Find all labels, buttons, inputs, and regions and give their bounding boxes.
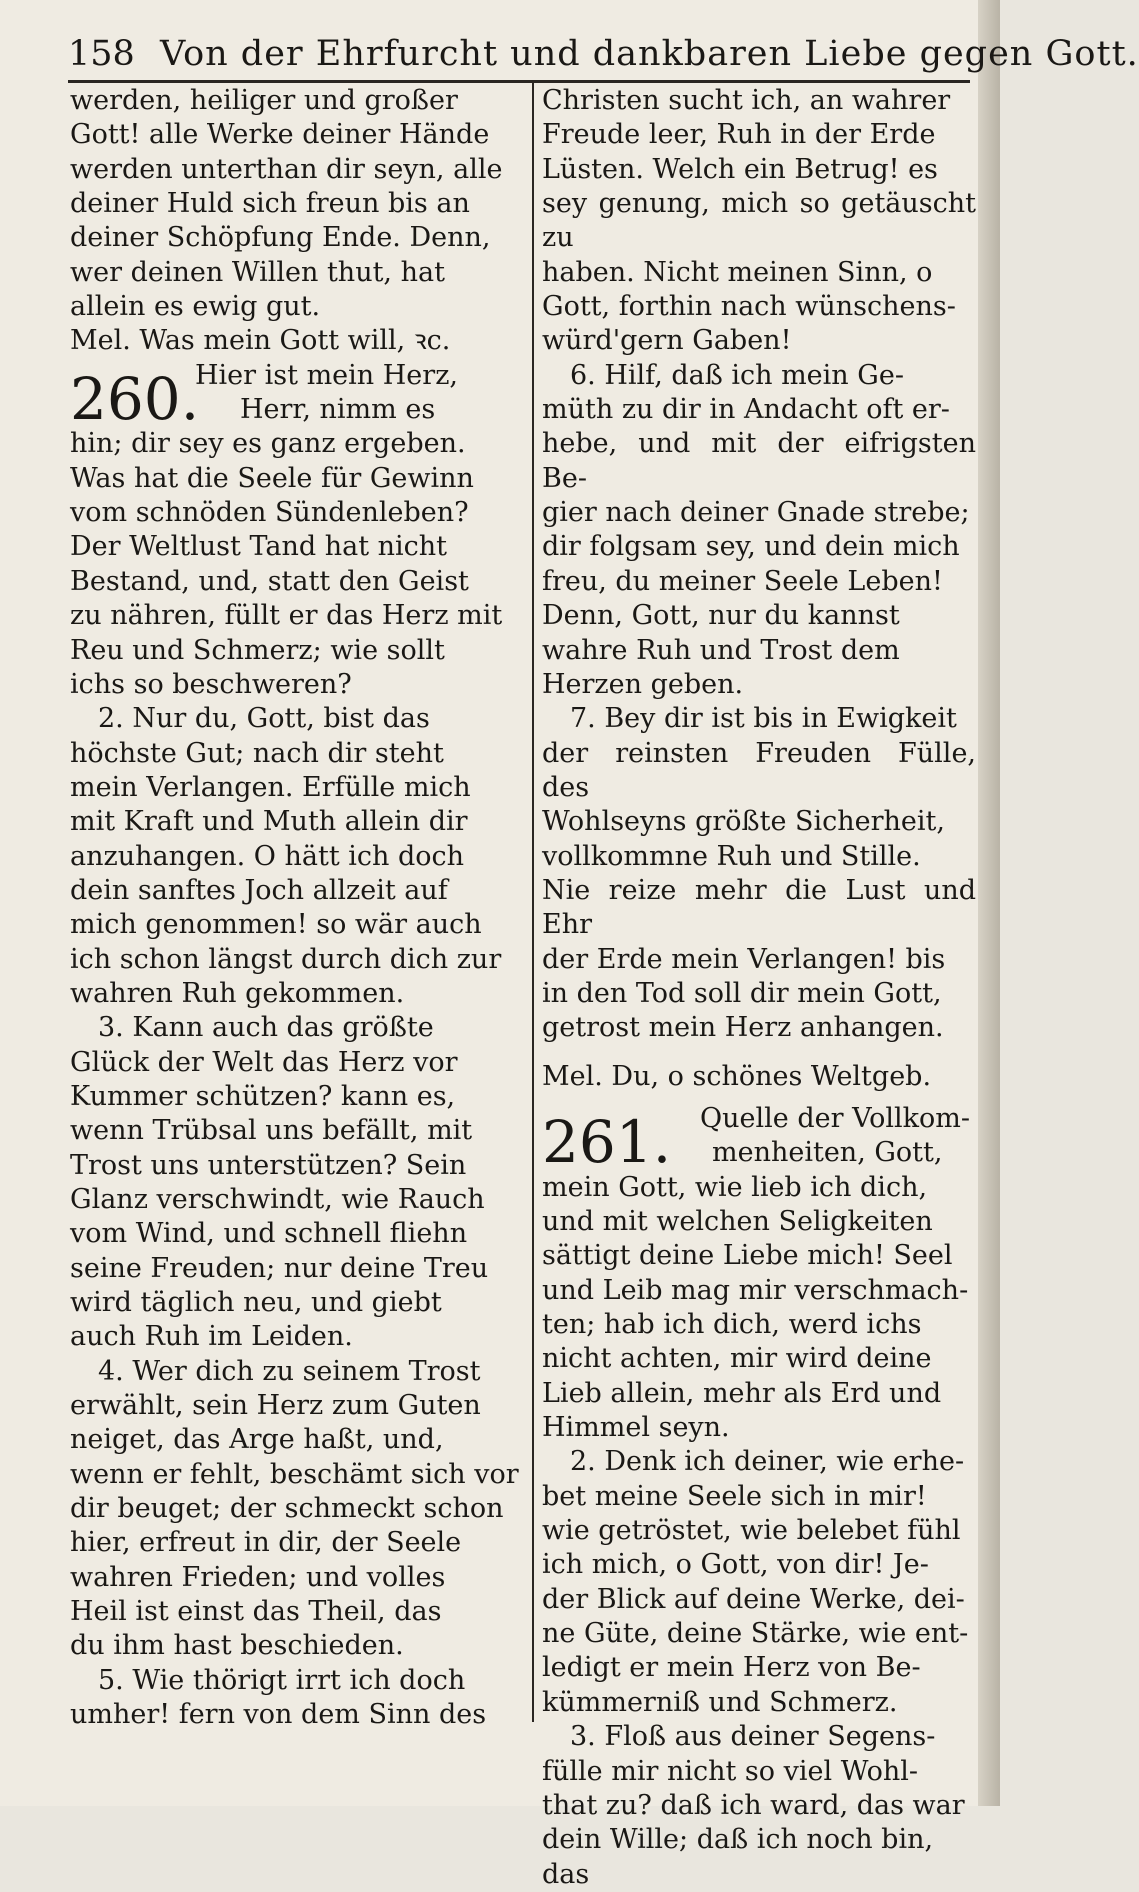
- line: hin; dir sey es ganz ergeben.: [70, 428, 466, 460]
- line: Christen sucht ich, an wahrer: [542, 85, 951, 116]
- melody-line: Mel. Was mein Gott will, ꝛc.: [70, 325, 451, 357]
- line: 2. Denk ich deiner, wie erhe-: [570, 1446, 965, 1478]
- line: dir folgsam sey, und dein mich: [542, 531, 960, 563]
- line: müth zu dir in Andacht oft er-: [542, 394, 950, 426]
- melody-line: Mel. Du, o schönes Weltgeb.: [542, 1060, 932, 1092]
- line: Hier ist mein Herz,: [195, 359, 458, 391]
- line: Himmel seyn.: [542, 1412, 730, 1444]
- line: ich schon längst durch dich zur: [70, 943, 502, 975]
- line: getrost mein Herz anhangen.: [542, 1012, 944, 1044]
- line: 6. Hilf, daß ich mein Ge-: [570, 359, 904, 391]
- line: freu, du meiner Seele Leben!: [542, 565, 943, 597]
- line: du ihm hast beschieden.: [70, 1630, 404, 1662]
- line: Der Weltlust Tand hat nicht: [70, 531, 448, 563]
- line: ichs so beschweren?: [70, 668, 352, 700]
- line: nicht achten, mir wird deine: [542, 1343, 932, 1375]
- line: auch Ruh im Leiden.: [70, 1321, 353, 1353]
- line: würd'gern Gaben!: [542, 325, 792, 357]
- hymn-260: [70, 359, 522, 433]
- line: deiner Schöpfung Ende. Denn,: [70, 222, 491, 254]
- catchword: das: [542, 1858, 590, 1890]
- line: mein Gott, wie lieb ich dich,: [542, 1171, 928, 1203]
- line: wahren Ruh gekommen.: [70, 977, 405, 1009]
- line: Glanz verschwindt, wie Rauch: [70, 1184, 485, 1215]
- verse-6: [542, 359, 976, 702]
- verse-3: [70, 1011, 522, 1354]
- line: mein Verlangen. Erfülle mich: [70, 771, 471, 803]
- line: erwählt, sein Herz zum Guten: [70, 1390, 481, 1422]
- line: ten; hab ich dich, werd ichs: [542, 1309, 922, 1341]
- line: Reu und Schmerz; wie sollt: [70, 634, 445, 666]
- line: haben. Nicht meinen Sinn, o: [542, 256, 933, 288]
- line: Kummer schützen? kann es,: [70, 1080, 456, 1112]
- line: Herr, nimm es: [240, 394, 436, 426]
- line: der Blick auf deine Werke, dei-: [542, 1583, 965, 1615]
- line: ne Güte, deine Stärke, wie ent-: [542, 1618, 969, 1650]
- line: der Erde mein Verlangen! bis: [542, 943, 946, 975]
- line: 3. Floß aus deiner Segens-: [570, 1721, 936, 1753]
- line: dein Wille; daß ich noch bin,: [542, 1824, 934, 1856]
- line: 2. Nur du, Gott, bist das: [98, 703, 430, 735]
- line: Gott, forthin nach wünschens-: [542, 291, 956, 323]
- line: der reinsten Freuden Fülle, des: [542, 737, 976, 803]
- line: Nie reize mehr die Lust und Ehr: [542, 874, 976, 941]
- hymn-261: [542, 1102, 976, 1176]
- line: Glück der Welt das Herz vor: [70, 1046, 458, 1078]
- verse-7: [542, 702, 976, 1045]
- line: wenn er fehlt, beschämt sich vor: [70, 1458, 519, 1490]
- line: deiner Huld sich freun bis an: [70, 188, 470, 220]
- line: bet meine Seele sich in mir!: [542, 1480, 927, 1512]
- line: dir beuget; der schmeckt schon: [70, 1493, 504, 1525]
- line: Bestand, und, statt den Geist: [70, 565, 469, 597]
- header-rule: [68, 80, 970, 83]
- line: seine Freuden; nur deine Treu: [70, 1252, 489, 1284]
- verse-2: [542, 1445, 976, 1720]
- line: Trost uns unterstützen? Sein: [70, 1149, 467, 1181]
- verse-3: [542, 1720, 976, 1857]
- line: hier, erfreut in dir, der Seele: [70, 1527, 462, 1559]
- running-head: Von der Ehrfurcht und dankbaren Liebe gegen Gott.: [160, 34, 1139, 74]
- line: und mit welchen Seligkeiten: [542, 1206, 933, 1237]
- line: gier nach deiner Gnade strebe;: [542, 497, 970, 529]
- line: allein es ewig gut.: [70, 291, 321, 323]
- line: 4. Wer dich zu seinem Trost: [98, 1355, 481, 1387]
- line: hebe, und mit der eifrigsten Be-: [542, 428, 976, 494]
- line: 5. Wie thörigt irrt ich doch: [98, 1664, 466, 1696]
- line: mit Kraft und Muth allein dir: [70, 806, 468, 838]
- verse-4: [70, 1355, 522, 1664]
- line: Lüsten. Welch ein Betrug! es: [542, 153, 938, 185]
- hymn-number: 260.: [70, 364, 200, 433]
- line: und Leib mag mir verschmach-: [542, 1274, 969, 1306]
- line: vom Wind, und schnell fliehn: [70, 1218, 468, 1250]
- line: wer deinen Willen thut, hat: [70, 256, 445, 288]
- line: Was hat die Seele für Gewinn: [70, 462, 474, 494]
- line: wahre Ruh und Trost dem: [542, 634, 900, 666]
- line: Denn, Gott, nur du kannst: [542, 600, 900, 632]
- line: Wohlseyns größte Sicherheit,: [542, 806, 945, 838]
- line: höchste Gut; nach dir steht: [70, 737, 444, 769]
- line: kümmerniß und Schmerz.: [542, 1686, 898, 1718]
- line: in den Tod soll dir mein Gott,: [542, 977, 942, 1009]
- line: wie getröstet, wie belebet fühl: [542, 1515, 961, 1547]
- line: zu nähren, füllt er das Herz mit: [70, 600, 503, 632]
- line: Lieb allein, mehr als Erd und: [542, 1377, 942, 1409]
- line: sey genung, mich so getäuscht zu: [542, 188, 976, 254]
- line: dein sanftes Joch allzeit auf: [70, 874, 448, 906]
- line: Freude leer, Ruh in der Erde: [542, 119, 936, 151]
- left-column: [70, 84, 522, 1733]
- line: mich genommen! so wär auch: [70, 909, 482, 941]
- hymn-number: 261.: [542, 1107, 672, 1176]
- line: ledigt er mein Herz von Be-: [542, 1652, 921, 1684]
- line: sättigt deine Liebe mich! Seel: [542, 1240, 953, 1272]
- line: 7. Bey dir ist bis in Ewigkeit: [570, 703, 957, 735]
- line: Heil ist einst das Theil, das: [70, 1596, 442, 1628]
- line: vom schnöden Sündenleben?: [70, 497, 469, 529]
- line: werden unterthan dir seyn, alle: [70, 153, 503, 185]
- line: fülle mir nicht so viel Wohl-: [542, 1755, 919, 1787]
- line: wird täglich neu, und giebt: [70, 1287, 442, 1319]
- line: neiget, das Arge haßt, und,: [70, 1424, 444, 1456]
- right-column: [542, 84, 976, 1892]
- line: Herzen geben.: [542, 668, 744, 700]
- line: ich mich, o Gott, von dir! Je-: [542, 1549, 929, 1581]
- line: 3. Kann auch das größte: [98, 1012, 434, 1044]
- line: Gott! alle Werke deiner Hände: [70, 119, 490, 151]
- line: that zu? daß ich ward, das war: [542, 1789, 965, 1821]
- line: Quelle der Vollkom-: [700, 1102, 970, 1134]
- line: anzuhangen. O hätt ich doch: [70, 840, 465, 872]
- line: vollkommne Ruh und Stille.: [542, 840, 921, 872]
- line: werden, heiliger und großer: [70, 85, 458, 116]
- verse-5: [70, 1664, 522, 1733]
- line: wahren Frieden; und volles: [70, 1561, 446, 1593]
- page-edge: [978, 0, 1000, 1806]
- verse-2: [70, 702, 522, 1011]
- column-divider: [532, 82, 534, 1722]
- line: umher! fern von dem Sinn des: [70, 1699, 487, 1731]
- page-number: 158: [68, 34, 135, 74]
- page-header: [68, 28, 1139, 80]
- line: menheiten, Gott,: [712, 1137, 943, 1169]
- line: wenn Trübsal uns befällt, mit: [70, 1115, 473, 1147]
